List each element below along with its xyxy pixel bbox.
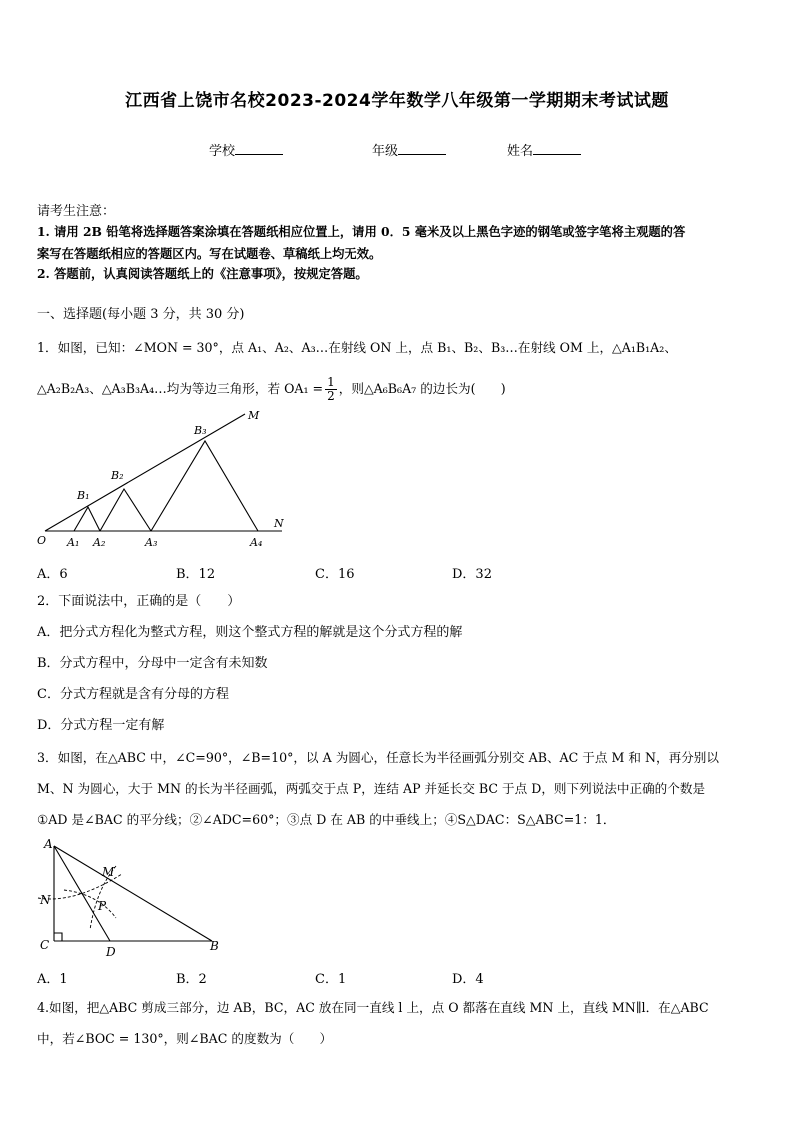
label-B2: B₂: [111, 469, 124, 482]
label-M: M: [248, 409, 260, 422]
label-A3: A₃: [145, 536, 158, 549]
ray-om: [45, 414, 245, 531]
q2-option-d[interactable]: D．分式方程一定有解: [37, 718, 165, 733]
school-label: 学校: [209, 144, 236, 159]
triangle-2: [100, 489, 151, 531]
q4-line-1: 4.如图，把△ABC 剪成三部分，边 AB，BC，AC 放在同一直线 l 上，点 O 都落在直线 MN 上，直线 MN∥l．在△ABC: [37, 1000, 709, 1015]
q1-option-d[interactable]: D．32: [452, 567, 492, 582]
label-A1: A₁: [67, 536, 80, 549]
notice-line-1: 1. 请用 2B 铅笔将选择题答案涂填在答题纸相应位置上，请用 0．5 毫米及以上黑色字迹的钢笔或签字笔将主观题的答: [37, 224, 686, 239]
label-A: A: [44, 837, 53, 851]
triangle-3: [151, 441, 258, 531]
bisector-ad: [54, 846, 110, 941]
name-label: 姓名: [507, 144, 534, 159]
q2-option-b[interactable]: B．分式方程中，分母中一定含有未知数: [37, 656, 268, 671]
label-M: M: [102, 865, 115, 879]
label-P: P: [98, 899, 107, 913]
q1-line-2: [37, 372, 506, 406]
label-B1: B₁: [77, 489, 90, 502]
q3-line-3: ①AD 是∠BAC 的平分线；②∠ADC=60°；③点 D 在 AB 的中垂线上；④S△DAC：S△ABC=1：1．: [37, 812, 616, 827]
q1-option-a[interactable]: A．6: [37, 567, 68, 582]
q1-option-c[interactable]: C．16: [315, 567, 355, 582]
q3-line-2: M、N 为圆心，大于 MN 的长为半径画弧，两弧交于点 P，连结 AP 并延长交 BC 于点 D，则下列说法中正确的个数是: [37, 781, 706, 796]
q1-figure: [30, 405, 300, 553]
q1-fraction: [325, 376, 337, 403]
triangle-1: [74, 507, 100, 531]
grade-blank: [398, 142, 446, 155]
name-blank: [533, 142, 581, 155]
q1-line-1: 1．如图，已知：∠MON = 30°，点 A₁、A₂、A₃…在射线 ON 上，点 B₁、B₂、B₃…在射线 OM 上，△A₁B₁A₂、: [37, 340, 677, 355]
name-field: [507, 140, 581, 159]
side-ab: [54, 846, 212, 941]
label-O: O: [37, 534, 47, 547]
q4-line-2: 中，若∠BOC = 130°，则∠BAC 的度数为（ ）: [37, 1031, 333, 1046]
q1-option-b[interactable]: B．12: [176, 567, 216, 582]
section-1-heading: 一、选择题(每小题 3 分，共 30 分): [37, 307, 245, 322]
q3-option-d[interactable]: D．4: [452, 972, 484, 987]
q2-stem: 2．下面说法中，正确的是（ ）: [37, 594, 241, 609]
label-C: C: [40, 938, 50, 952]
grade-label: 年级: [372, 144, 399, 159]
label-A4: A₄: [250, 536, 263, 549]
notice-line-3: 2. 答题前，认真阅读答题纸上的《注意事项》，按规定答题。: [37, 266, 368, 281]
q2-option-a[interactable]: A．把分式方程化为整式方程，则这个整式方程的解就是这个分式方程的解: [37, 625, 463, 640]
right-angle-mark: [54, 933, 62, 941]
school-field: [209, 140, 283, 159]
notice-heading: 请考生注意：: [37, 204, 116, 219]
q3-option-a[interactable]: A．1: [37, 972, 68, 987]
q2-option-c[interactable]: C．分式方程就是含有分母的方程: [37, 687, 229, 702]
label-N: N: [274, 517, 284, 530]
q3-option-b[interactable]: B．2: [176, 972, 207, 987]
q1-fraction-den: 2: [327, 389, 335, 403]
school-blank: [235, 142, 283, 155]
label-A2: A₂: [93, 536, 106, 549]
q3-figure: [34, 832, 234, 964]
q1-fraction-num: 1: [327, 375, 335, 389]
grade-field: [372, 140, 446, 159]
page-title: 江西省上饶市名校2023-2024学年数学八年级第一学期期末考试试题: [125, 91, 669, 111]
label-B3: B₃: [194, 424, 207, 437]
q3-option-c[interactable]: C．1: [315, 972, 347, 987]
label-D: D: [106, 945, 116, 959]
label-B: B: [210, 939, 219, 953]
q1-line-2a: △A₂B₂A₃、△A₃B₃A₄…均为等边三角形，若 OA₁ =: [37, 381, 324, 396]
q3-line-1: 3．如图，在△ABC 中，∠C=90°，∠B=10°，以 A 为圆心，任意长为半径画弧分别交 AB、AC 于点 M 和 N，再分别以: [37, 750, 719, 765]
arc-center-n: [64, 890, 116, 918]
q1-line-2b: ，则△A₆B₆A₇ 的边长为( ): [338, 381, 506, 396]
label-N: N: [40, 893, 51, 907]
notice-line-2: 案写在答题纸相应的答题区内。写在试题卷、草稿纸上均无效。: [37, 246, 382, 261]
